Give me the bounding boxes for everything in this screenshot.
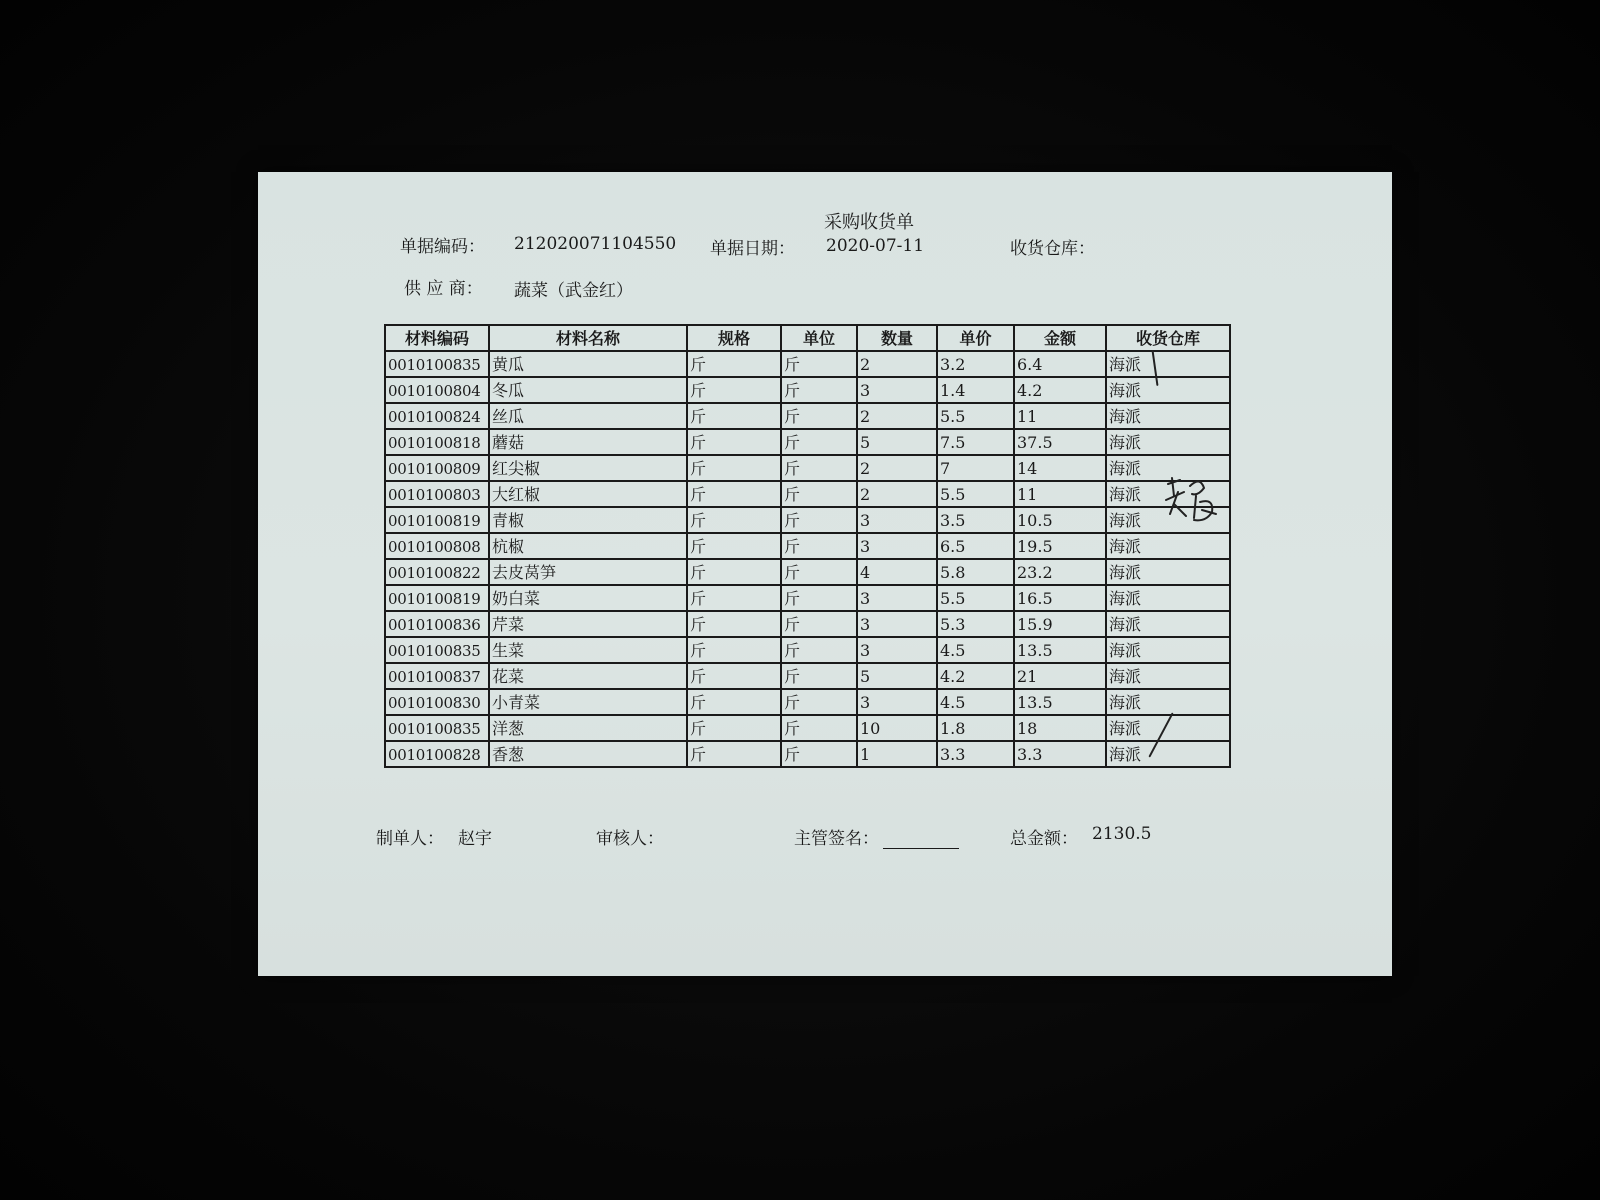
item-code: 0010100808 [385,533,489,559]
item-qty: 2 [857,403,937,429]
item-amount: 11 [1014,481,1106,507]
header-name: 材料名称 [489,325,687,351]
table-row [385,689,1230,715]
item-unit: 斤 [781,507,857,533]
item-amount: 11 [1014,403,1106,429]
item-name: 花菜 [489,663,687,689]
item-qty: 3 [857,637,937,663]
item-spec: 斤 [687,481,781,507]
item-name: 芹菜 [489,611,687,637]
item-amount: 16.5 [1014,585,1106,611]
item-price: 3.3 [937,741,1014,767]
header-qty: 数量 [857,325,937,351]
item-unit: 斤 [781,481,857,507]
table-row [385,455,1230,481]
item-code: 0010100818 [385,429,489,455]
item-warehouse: 海派 [1106,481,1230,507]
item-qty: 3 [857,377,937,403]
item-name: 小青菜 [489,689,687,715]
item-name: 杭椒 [489,533,687,559]
supplier-label: 供 应 商： [404,279,483,299]
item-unit: 斤 [781,637,857,663]
warehouse-label: 收货仓库： [1010,239,1095,259]
item-name: 青椒 [489,507,687,533]
reviewer-label: 审核人： [596,829,664,849]
item-unit: 斤 [781,403,857,429]
item-spec: 斤 [687,559,781,585]
item-price: 5.8 [937,559,1014,585]
item-warehouse: 海派 [1106,403,1230,429]
item-qty: 3 [857,585,937,611]
item-qty: 5 [857,429,937,455]
item-spec: 斤 [687,663,781,689]
supplier-value: 蔬菜（武金红） [514,281,633,301]
item-amount: 21 [1014,663,1106,689]
header-spec: 规格 [687,325,781,351]
item-spec: 斤 [687,637,781,663]
item-code: 0010100830 [385,689,489,715]
item-name: 去皮莴笋 [489,559,687,585]
item-code: 0010100804 [385,377,489,403]
bill-no-label: 单据编码： [400,237,485,257]
item-code: 0010100824 [385,403,489,429]
item-amount: 13.5 [1014,689,1106,715]
table-row [385,507,1230,533]
item-warehouse: 海派 [1106,663,1230,689]
item-warehouse: 海派 [1106,559,1230,585]
item-amount: 14 [1014,455,1106,481]
table-row [385,559,1230,585]
item-qty: 3 [857,533,937,559]
item-amount: 10.5 [1014,507,1106,533]
item-code: 0010100819 [385,585,489,611]
item-spec: 斤 [687,585,781,611]
item-name: 蘑菇 [489,429,687,455]
header-price: 单价 [937,325,1014,351]
bill-no-value: 212020071104550 [514,234,677,254]
table-row [385,663,1230,689]
item-name: 奶白菜 [489,585,687,611]
item-amount: 15.9 [1014,611,1106,637]
item-spec: 斤 [687,689,781,715]
item-spec: 斤 [687,611,781,637]
maker-value: 赵宇 [458,829,492,849]
item-amount: 19.5 [1014,533,1106,559]
item-spec: 斤 [687,533,781,559]
item-warehouse: 海派 [1106,741,1230,767]
item-price: 5.5 [937,481,1014,507]
item-amount: 6.4 [1014,351,1106,377]
item-spec: 斤 [687,715,781,741]
item-spec: 斤 [687,351,781,377]
item-name: 丝瓜 [489,403,687,429]
item-name: 红尖椒 [489,455,687,481]
table-body [385,351,1230,767]
header-warehouse: 收货仓库 [1106,325,1230,351]
item-warehouse: 海派 [1106,533,1230,559]
item-qty: 5 [857,663,937,689]
table-row [385,377,1230,403]
supervisor-signature [794,824,959,849]
item-unit: 斤 [781,689,857,715]
item-code: 0010100836 [385,611,489,637]
item-qty: 3 [857,507,937,533]
item-warehouse: 海派 [1106,715,1230,741]
item-price: 5.5 [937,585,1014,611]
item-qty: 10 [857,715,937,741]
item-price: 4.5 [937,637,1014,663]
header-code: 材料编码 [385,325,489,351]
item-price: 7 [937,455,1014,481]
item-spec: 斤 [687,403,781,429]
item-qty: 2 [857,351,937,377]
bill-date-label: 单据日期： [710,239,795,259]
item-price: 6.5 [937,533,1014,559]
item-qty: 2 [857,481,937,507]
item-amount: 4.2 [1014,377,1106,403]
item-spec: 斤 [687,741,781,767]
item-unit: 斤 [781,715,857,741]
item-code: 0010100837 [385,663,489,689]
table-row [385,429,1230,455]
item-warehouse: 海派 [1106,377,1230,403]
maker-label: 制单人： [376,829,444,849]
table-row [385,403,1230,429]
item-price: 1.4 [937,377,1014,403]
item-code: 0010100835 [385,715,489,741]
receipt-paper [258,172,1392,976]
item-unit: 斤 [781,663,857,689]
bill-date-value: 2020-07-11 [826,236,925,256]
item-name: 黄瓜 [489,351,687,377]
table-row [385,715,1230,741]
item-code: 0010100835 [385,637,489,663]
item-amount: 23.2 [1014,559,1106,585]
item-amount: 18 [1014,715,1106,741]
item-unit: 斤 [781,377,857,403]
table-row [385,611,1230,637]
table-row [385,533,1230,559]
item-qty: 4 [857,559,937,585]
item-price: 5.5 [937,403,1014,429]
item-warehouse: 海派 [1106,507,1230,533]
header-amount: 金额 [1014,325,1106,351]
item-unit: 斤 [781,429,857,455]
item-name: 生菜 [489,637,687,663]
item-code: 0010100819 [385,507,489,533]
item-warehouse: 海派 [1106,637,1230,663]
signature-line [883,832,959,849]
handwritten-signature [1164,474,1222,526]
item-price: 3.5 [937,507,1014,533]
item-warehouse: 海派 [1106,351,1230,377]
item-unit: 斤 [781,533,857,559]
item-unit: 斤 [781,351,857,377]
item-warehouse: 海派 [1106,585,1230,611]
table-row [385,351,1230,377]
item-spec: 斤 [687,507,781,533]
document-title: 采购收货单 [824,212,914,233]
item-spec: 斤 [687,429,781,455]
item-qty: 1 [857,741,937,767]
item-amount: 13.5 [1014,637,1106,663]
item-qty: 2 [857,455,937,481]
item-warehouse: 海派 [1106,429,1230,455]
item-spec: 斤 [687,377,781,403]
item-amount: 37.5 [1014,429,1106,455]
table-row [385,481,1230,507]
item-spec: 斤 [687,455,781,481]
table-row [385,637,1230,663]
table-row [385,741,1230,767]
item-code: 0010100822 [385,559,489,585]
item-unit: 斤 [781,585,857,611]
item-price: 4.2 [937,663,1014,689]
table-row [385,585,1230,611]
supervisor-label: 主管签名： [794,829,879,849]
item-name: 大红椒 [489,481,687,507]
item-unit: 斤 [781,559,857,585]
total-value: 2130.5 [1092,824,1152,844]
item-unit: 斤 [781,455,857,481]
item-code: 0010100835 [385,351,489,377]
header-unit: 单位 [781,325,857,351]
item-name: 洋葱 [489,715,687,741]
item-name: 香葱 [489,741,687,767]
item-price: 7.5 [937,429,1014,455]
table-header-row [385,325,1230,351]
item-code: 0010100809 [385,455,489,481]
item-code: 0010100803 [385,481,489,507]
item-code: 0010100828 [385,741,489,767]
item-price: 4.5 [937,689,1014,715]
item-price: 3.2 [937,351,1014,377]
item-price: 1.8 [937,715,1014,741]
item-amount: 3.3 [1014,741,1106,767]
item-warehouse: 海派 [1106,611,1230,637]
item-unit: 斤 [781,741,857,767]
item-qty: 3 [857,611,937,637]
item-qty: 3 [857,689,937,715]
item-warehouse: 海派 [1106,455,1230,481]
item-price: 5.3 [937,611,1014,637]
item-warehouse: 海派 [1106,689,1230,715]
total-label: 总金额： [1010,829,1078,849]
item-name: 冬瓜 [489,377,687,403]
item-unit: 斤 [781,611,857,637]
items-table [384,324,1231,768]
